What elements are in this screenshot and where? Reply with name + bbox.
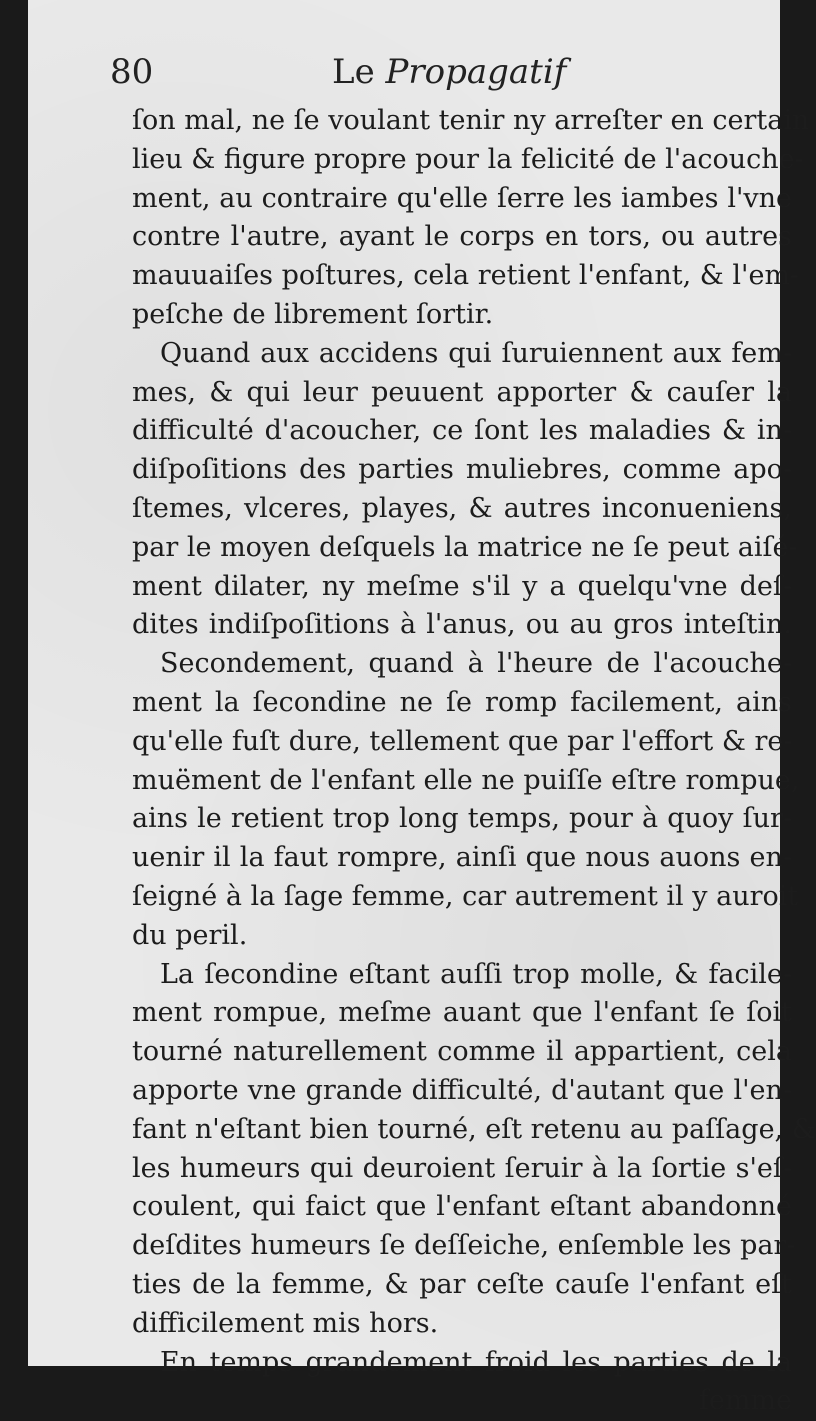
paragraph-start-line: La ſecondine eſtant auſſi trop molle, & facile-: [160, 958, 792, 990]
text-line: fant n'eſtant bien tourné, eſt retenu au paſſage, &: [132, 1113, 816, 1145]
text-line: mes, & qui leur peuuent apporter & cauſer la: [132, 376, 792, 408]
running-title: [332, 52, 566, 92]
text-line: du peril.: [132, 919, 248, 951]
body-text: [132, 102, 816, 1421]
text-line: peſche de librement ſortir.: [132, 298, 494, 330]
text-line: difficulté d'acoucher, ce ſont les maladies & in-: [132, 415, 792, 447]
paragraph-start-line: Quand aux accidens qui ſuruiennent aux fem-: [160, 337, 792, 369]
text-line: uenir il la faut rompre, ainſi que nous auons en-: [132, 842, 792, 874]
text-line: ment, au contraire qu'elle ſerre les iambes l'vne: [132, 182, 792, 214]
text-line: dites indiſpoſitions à l'anus, ou au gros inteſtin.: [132, 609, 792, 641]
text-line: qu'elle fuſt dure, tellement que par l'effort & re-: [132, 725, 793, 757]
text-line: lieu & figure propre pour la felicité de l'acouche-: [132, 143, 804, 175]
text-line: mauuaiſes poſtures, cela retient l'enfant, & l'em-: [132, 260, 800, 292]
text-line: deſdites humeurs ſe deſſeiche, enſemble les par-: [132, 1230, 796, 1262]
catchword: femme: [698, 1385, 792, 1417]
text-line: ſeigné à la ſage femme, car autrement il y auroit: [132, 880, 799, 912]
text-line: par le moyen deſquels la matrice ne ſe peut aiſé-: [132, 531, 798, 563]
text-line: tourné naturellement comme il appartient, cela: [132, 1036, 792, 1068]
text-line: difficilement mis hors.: [132, 1307, 439, 1339]
text-line: ties de la femme, & par ceſte cauſe l'enfant eſt: [132, 1268, 792, 1300]
text-line: contre l'autre, ayant le corps en tors, ou autres: [132, 221, 792, 253]
paragraph-start-line: En temps grandement froid les parties de la: [160, 1346, 792, 1378]
text-line: apporte vne grande difficulté, d'autant que l'en-: [132, 1074, 792, 1106]
text-line: ſtemes, vlceres, playes, & autres inconueniens,: [132, 492, 792, 524]
text-line: ment dilater, ny meſme s'il y a quelqu'vne deſ-: [132, 570, 792, 602]
text-line: muëment de l'enfant elle ne puiſſe eſtre rompue,: [132, 764, 800, 796]
book-page: [28, 0, 816, 1417]
text-line: ment la ſecondine ne ſe romp facilement, ains: [132, 686, 792, 718]
paragraph-start-line: Secondement, quand à l'heure de l'acouche-: [160, 648, 792, 680]
page-number: 80: [110, 52, 154, 92]
text-line: ment rompue, meſme auant que l'enfant ſe ſoit: [132, 997, 792, 1029]
text-line: les humeurs qui deuroient ſeruir à la ſortie s'eſ-: [132, 1152, 792, 1184]
text-line: diſpoſitions des parties muliebres, comme apo-: [132, 454, 792, 486]
text-line: ains le retient trop long temps, pour à quoy ſur-: [132, 803, 792, 835]
running-title-first-word: Le: [332, 52, 375, 92]
text-line: coulent, qui faict que l'enfant eſtant abandonné: [132, 1191, 792, 1223]
running-title-rest: Propagatif: [385, 52, 567, 92]
text-line: ſon mal, ne ſe voulant tenir ny arreſter en certain: [132, 105, 810, 136]
page-header: [110, 52, 590, 102]
